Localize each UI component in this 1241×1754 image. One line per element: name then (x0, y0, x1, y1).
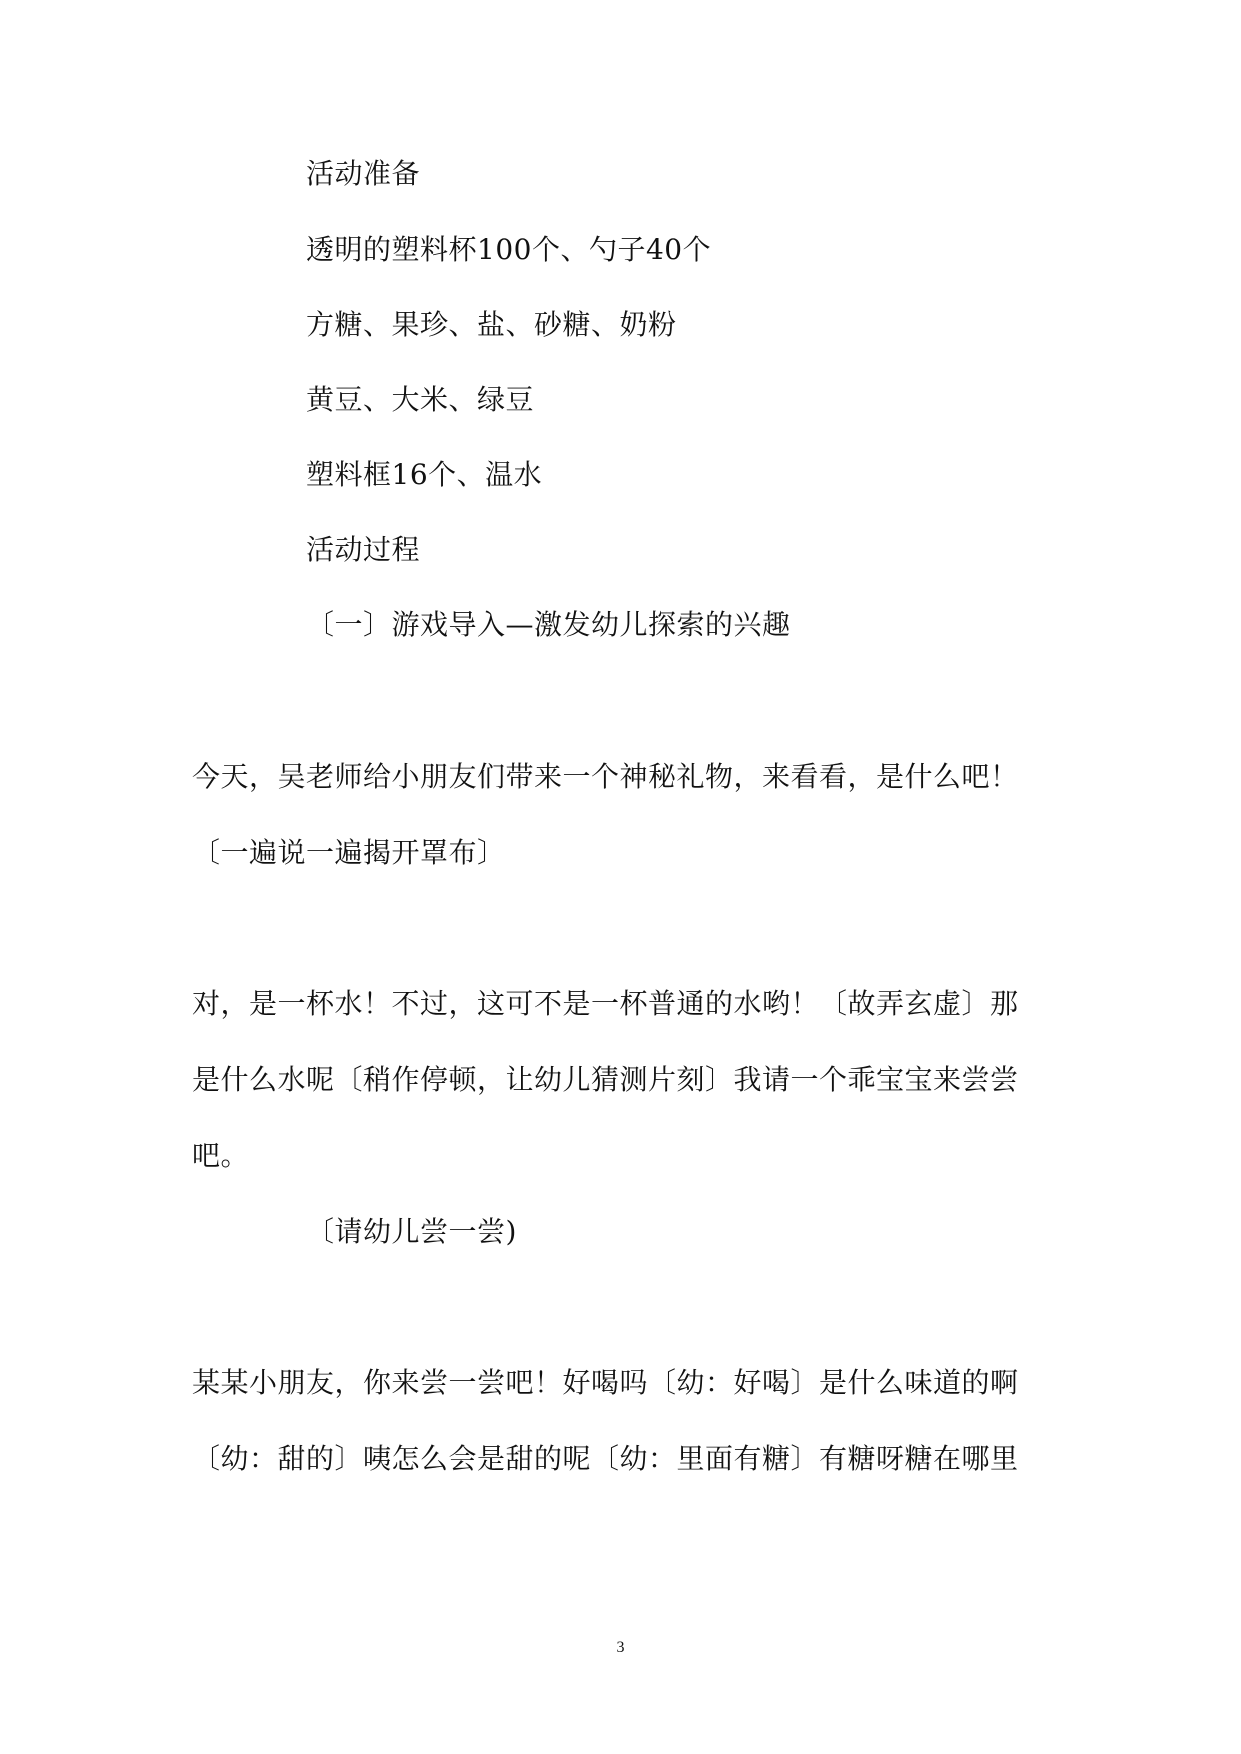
paragraph-3-line-1: 某某小朋友，你来尝一尝吧！好喝吗〔幼：好喝〕是什么味道的啊 (192, 1366, 1019, 1399)
prep-item-beans: 黄豆、大米、绿豆 (306, 383, 535, 416)
paragraph-1-line-2: 〔一遍说一遍揭开罩布〕 (192, 836, 506, 869)
paragraph-2-line-2: 是什么水呢〔稍作停顿，让幼儿猜测片刻〕我请一个乖宝宝来尝尝 (192, 1063, 1019, 1096)
prep-item-cups: 透明的塑料杯100个、勺子40个 (306, 233, 712, 266)
process-title: 活动过程 (306, 533, 421, 566)
prep-item-baskets: 塑料框16个、温水 (306, 458, 543, 491)
paragraph-3-line-2: 〔幼：甜的〕咦怎么会是甜的呢〔幼：里面有糖〕有糖呀糖在哪里 (192, 1442, 1019, 1475)
paragraph-2-line-3: 吧。 (192, 1139, 250, 1172)
page-number: 3 (616, 1639, 625, 1656)
section-one-heading: 〔一〕游戏导入—激发幼儿探索的兴趣 (306, 608, 791, 641)
stage-note: 〔请幼儿尝一尝) (306, 1215, 517, 1248)
prep-item-sugar: 方糖、果珍、盐、砂糖、奶粉 (306, 308, 677, 341)
paragraph-1-line-1: 今天，吴老师给小朋友们带来一个神秘礼物，来看看，是什么吧！ (192, 760, 1019, 793)
paragraph-2-line-1: 对，是一杯水！不过，这可不是一杯普通的水哟！〔故弄玄虚〕那 (192, 987, 1019, 1020)
prep-title: 活动准备 (306, 157, 421, 190)
